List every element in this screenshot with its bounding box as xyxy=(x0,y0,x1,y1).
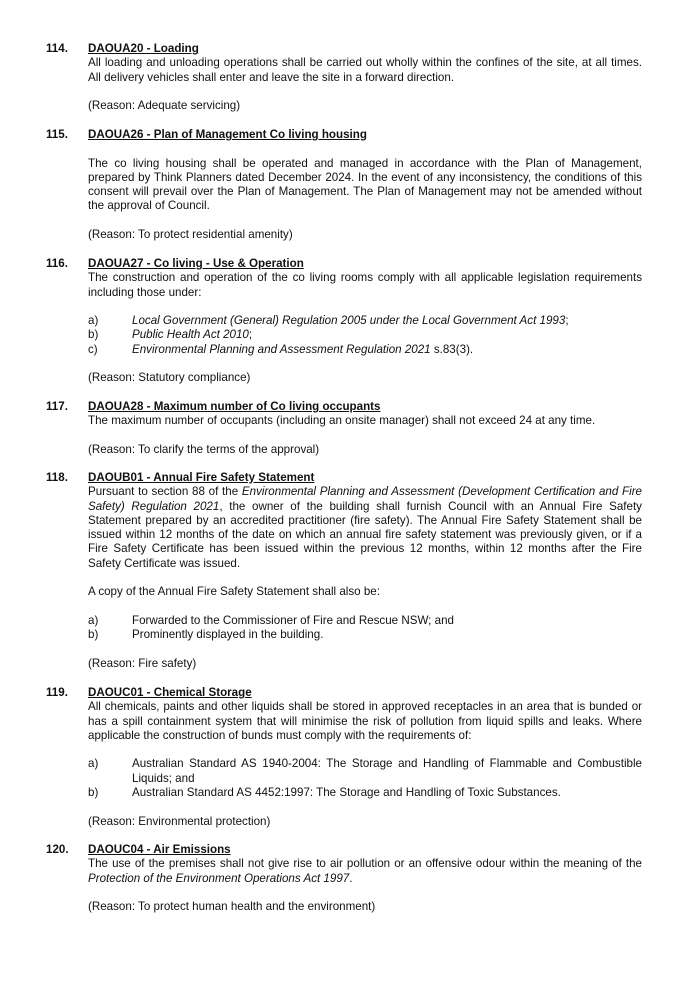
condition-number: 119. xyxy=(46,686,68,699)
condition-title: DAOUC04 - Air Emissions xyxy=(88,843,231,856)
condition-reason: (Reason: Adequate servicing) xyxy=(88,99,241,113)
condition-title: DAOUA27 - Co living - Use & Operation xyxy=(88,257,304,270)
list-item-label: a) xyxy=(88,757,99,771)
condition-reason: (Reason: Fire safety) xyxy=(88,656,197,670)
list-item-suffix: s.83(3). xyxy=(430,342,474,356)
condition-number: 120. xyxy=(46,843,69,856)
condition-text: All chemicals, paints and other liquids shall be stored in approved receptacles in an area that is bunded or has a spill containment system that will minimise the risk of pollution from liquid spills and leaks. Where applicable the construction of bunds must comply with the requirements of: xyxy=(88,700,642,742)
condition-reason: (Reason: Environmental protection) xyxy=(88,814,271,828)
condition-title: DAOUA26 - Plan of Management Co living housing xyxy=(88,128,367,141)
list-item-text: Prominently displayed in the building. xyxy=(132,628,324,642)
condition-number: 118. xyxy=(46,471,68,484)
condition-text xyxy=(88,857,642,886)
list-item xyxy=(88,786,642,800)
condition-text: All loading and unloading operations shall be carried out wholly within the confines of the site, at all times. All delivery vehicles shall enter and leave the site in a forward direction. xyxy=(88,56,642,84)
legislation-title: Public Health Act 2010 xyxy=(132,328,249,342)
condition-number: 117. xyxy=(46,400,68,413)
list-item-text: Australian Standard AS 1940-2004: The Storage and Handling of Flammable and Combustible Liquids; and xyxy=(132,757,642,785)
condition-number: 116. xyxy=(46,257,68,270)
list-item xyxy=(88,328,642,342)
list-item-label: b) xyxy=(88,786,99,800)
list-item-label: a) xyxy=(88,613,99,627)
condition-title: DAOUA28 - Maximum number of Co living occupants xyxy=(88,400,381,413)
condition-number: 115. xyxy=(46,128,68,141)
list-item-label: b) xyxy=(88,328,99,342)
condition-text: The construction and operation of the co living rooms comply with all applicable legislation requirements including those under: xyxy=(88,271,642,299)
condition-text xyxy=(88,485,642,571)
condition-title: DAOUB01 - Annual Fire Safety Statement xyxy=(88,471,315,484)
condition-text: The co living housing shall be operated and managed in accordance with the Plan of Management, prepared by Think Planners dated December 2024. In the event of any inconsistency, the conditions of this consent will prevail over the Plan of Management. The Plan of Management may not be amended without the approval of Council. xyxy=(88,156,642,213)
list-item xyxy=(88,757,642,786)
list-item xyxy=(88,628,642,642)
list-item-suffix: ; xyxy=(565,314,569,328)
list-item xyxy=(88,614,642,628)
text-segment: Pursuant to section 88 of the xyxy=(88,485,242,499)
list-item-text: Forwarded to the Commissioner of Fire and Rescue NSW; and xyxy=(132,613,454,627)
text-segment: . xyxy=(349,871,353,885)
condition-reason: (Reason: To clarify the terms of the approval) xyxy=(88,442,320,456)
condition-reason: (Reason: Statutory compliance) xyxy=(88,371,251,385)
condition-reason: (Reason: To protect human health and the environment) xyxy=(88,900,376,914)
condition-text-2: A copy of the Annual Fire Safety Statement shall also be: xyxy=(88,585,380,599)
legislation-title: Environmental Planning and Assessment Regulation 2021 xyxy=(132,342,431,356)
condition-number: 114. xyxy=(46,42,68,55)
condition-title: DAOUC01 - Chemical Storage xyxy=(88,686,252,699)
list-item xyxy=(88,343,642,357)
legislation-title: Environmental Planning and Assessment (Development Certification and Fire Safety) Regulation 2021 xyxy=(88,485,642,513)
list-item-suffix: ; xyxy=(248,328,253,342)
list-item xyxy=(88,314,642,328)
list-item-label: b) xyxy=(88,628,99,642)
text-segment: , the owner of the building shall furnish Council with an Annual Fire Safety Statement prepared by an accredited practitioner (fire safety). The Annual Fire Safety Statement shall be issued within 12 months of the date on which an annual fire safety statement was previously given, or if a Fire Safety Certificate has been issued within the previous 12 months, within 12 months after the Fire Safety Certificate was issued. xyxy=(88,499,642,570)
condition-title: DAOUA20 - Loading xyxy=(88,42,199,55)
list-item-label: c) xyxy=(88,342,98,356)
list-item-text: Australian Standard AS 4452:1997: The Storage and Handling of Toxic Substances. xyxy=(132,786,561,800)
condition-text: The maximum number of occupants (including an onsite manager) shall not exceed 24 at any time. xyxy=(88,414,596,428)
legislation-title: Protection of the Environment Operations Act 1997 xyxy=(88,871,350,885)
legislation-title: Local Government (General) Regulation 2005 under the Local Government Act 1993 xyxy=(132,314,566,328)
condition-reason: (Reason: To protect residential amenity) xyxy=(88,228,293,242)
list-item-label: a) xyxy=(88,314,99,328)
text-segment: The use of the premises shall not give rise to air pollution or an offensive odour within the meaning of the xyxy=(88,857,642,871)
